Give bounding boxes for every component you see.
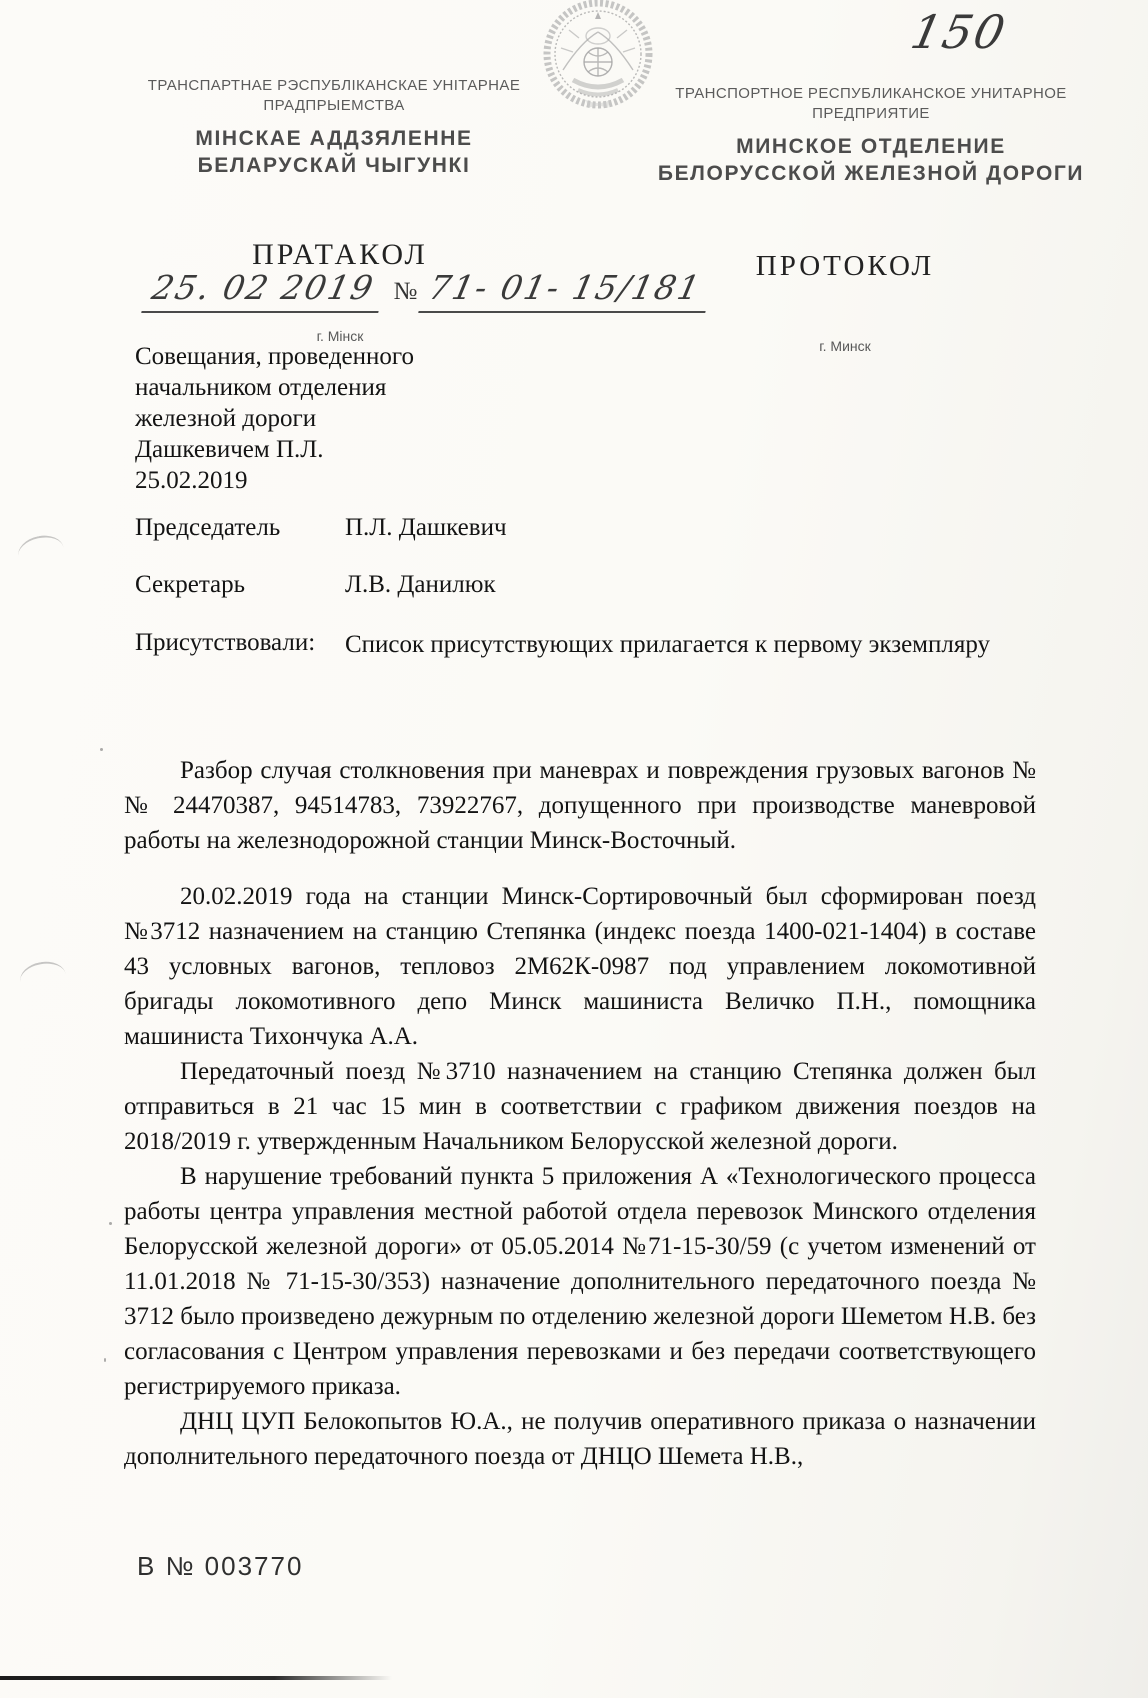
handwritten-date: 25. 02 2019 [141, 268, 388, 313]
document-title-belarusian: ПРАТАКОЛ [252, 238, 428, 271]
meeting-info-line: железной дороги [135, 405, 317, 432]
chairman-name: П.Л. Дашкевич [345, 514, 507, 541]
handwritten-protocol-number: 71- 01- 15/181 [419, 268, 716, 313]
org-name-be-line1: ТРАНСПАРТНАЕ РЭСПУБЛІКАНСКАЕ УНІТАРНАЕ [147, 77, 521, 94]
org-name-be-line2: ПРАДПРЫЕМСТВА [263, 97, 405, 114]
meeting-info-line: Совещания, проведенного [135, 343, 415, 370]
scan-edge-line [0, 1676, 392, 1680]
header-belarusian [118, 76, 550, 179]
scan-speck [104, 1358, 106, 1362]
dept-name-be-line1: МІНСКАЕ АДДЗЯЛЕННЕ [195, 127, 473, 150]
meeting-info [135, 341, 635, 496]
secretary-name: Л.В. Данилюк [345, 571, 496, 598]
handwritten-page-number: 150 [906, 5, 1012, 59]
scan-artifact-arc [18, 958, 69, 998]
org-name-ru-line1: ТРАНСПОРТНОЕ РЕСПУБЛИКАНСКОЕ УНИТАРНОЕ [675, 85, 1067, 102]
body-paragraph: Передаточный поезд №3710 назначением на станцию Степянка должен был отправиться в 21 час 15 мин в соответствии с графиком движения поездов на 2018/2019 г. утвержденным Начальником Белорусской железной дороги. [124, 1058, 1036, 1155]
form-number: В № 003770 [137, 1551, 304, 1581]
handwritten-date-number-line [146, 268, 706, 313]
scan-speck [100, 748, 103, 751]
body-paragraph: В нарушение требований пункта 5 приложения А «Технологического процесса работы центра управления местной работой отдела перевозок Минского отделения Белорусской железной дороги» от 05.05.2014 №71-15-30/59 (с учетом изменений от 11.01.2018 № 71-15-30/353) назначение дополнительного передаточного поезда № 3712 было произведено дежурным по отделению железной дороги Шеметом Н.В. без согласования с Центром управления перевозками и без передачи соответствующего регистрируемого приказа. [124, 1163, 1036, 1400]
chairman-label: Председатель [135, 514, 281, 541]
body-paragraph: 20.02.2019 года на станции Минск-Сортировочный был сформирован поезд №3712 назначением на станцию Степянка (индекс поезда 1400-021-1404) в составе 43 условных вагонов, тепловоз 2М62К-0987 под управлением локомотивной бригады локомотивного депо Минск машиниста Величко П.Н., помощника машиниста Тихончука А.А. [124, 883, 1036, 1050]
header-russian [636, 84, 1106, 187]
meeting-info-line: Дашкевичем П.Л. [135, 436, 324, 463]
attendees-text: Список присутствующих прилагается к первому экземпляру [345, 631, 991, 658]
org-name-ru-line2: ПРЕДПРИЯТИЕ [812, 105, 930, 122]
city-belarusian: г. Мінск [316, 328, 364, 344]
attendees-label: Присутствовали: [135, 629, 316, 656]
protocol-body [124, 753, 1036, 1474]
document-title-russian: ПРОТОКОЛ [755, 250, 935, 282]
scan-speck [109, 1222, 112, 1225]
dept-name-be-line2: БЕЛАРУСКАЙ ЧЫГУНКІ [197, 154, 471, 177]
city-russian: г. Минск [819, 338, 871, 354]
number-sign: № [393, 278, 418, 305]
scan-artifact-arc [15, 532, 67, 573]
body-paragraph: ДНЦ ЦУП Белокопытов Ю.А., не получив оперативного приказа о назначении дополнительного передаточного поезда от ДНЦО Шемета Н.В., [124, 1408, 1036, 1470]
secretary-label: Секретарь [135, 571, 246, 598]
meeting-info-line: 25.02.2019 [135, 467, 248, 494]
dept-name-ru-line1: МИНСКОЕ ОТДЕЛЕНИЕ [736, 135, 1006, 158]
body-paragraph: Разбор случая столкновения при маневрах и повреждения грузовых вагонов №№ 24470387, 94514783, 73922767, допущенного при производстве маневровой работы на железнодорожной станции Минск-Восточный. [124, 757, 1036, 854]
dept-name-ru-line2: БЕЛОРУССКОЙ ЖЕЛЕЗНОЙ ДОРОГИ [657, 162, 1085, 185]
meeting-info-line: начальником отделения [135, 374, 387, 401]
